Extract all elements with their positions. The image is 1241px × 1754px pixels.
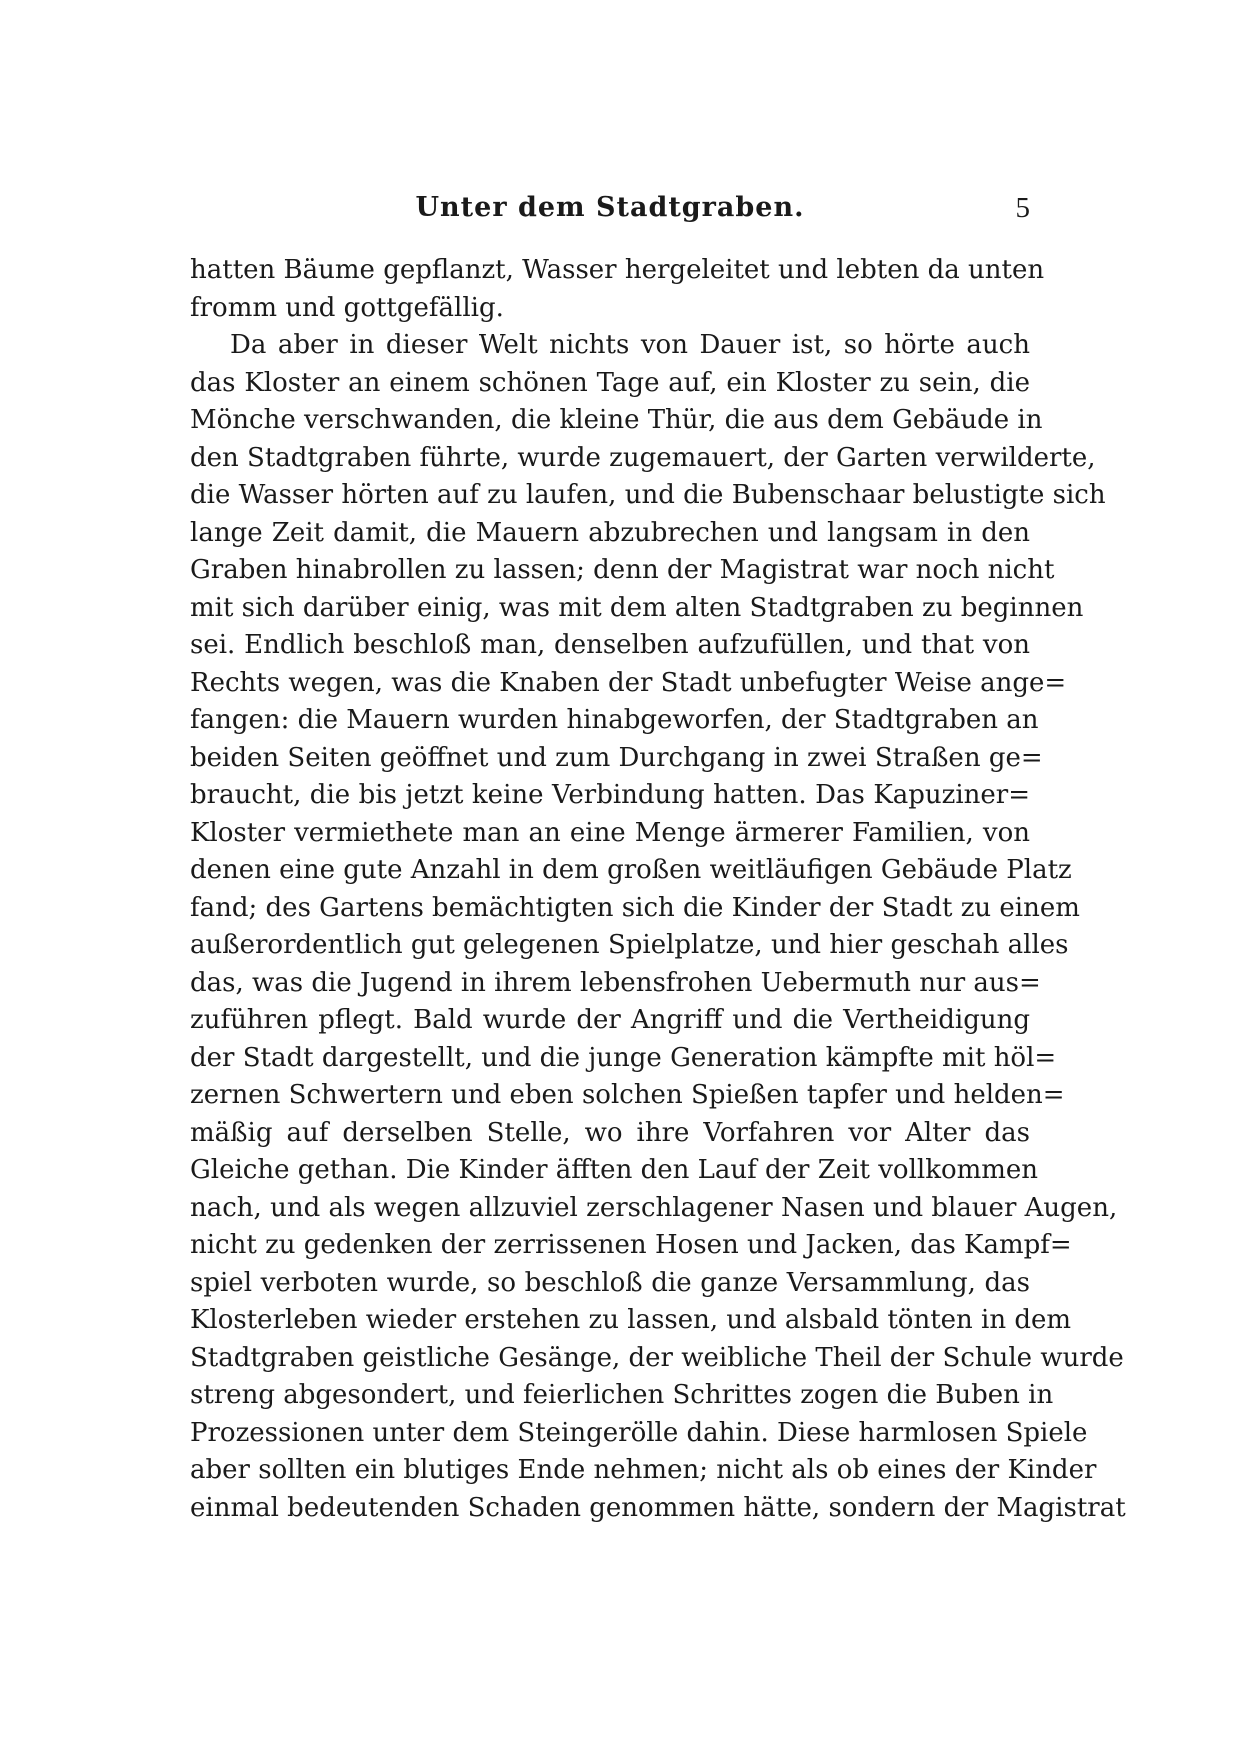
text-line: mit sich darüber einig, was mit dem alten Stadtgraben zu beginnen [190, 592, 1084, 623]
text-line: sei. Endlich beschloß man, denselben aufzufüllen, und that von [190, 630, 1030, 660]
text-line: das Kloster an einem schönen Tage auf, ein Kloster zu sein, die [190, 367, 1030, 398]
text-line: nach, und als wegen allzuviel zerschlagener Nasen und blauer Augen, [190, 1192, 1118, 1223]
text-line: beiden Seiten geöffnet und zum Durchgang in zwei Straßen ge= [190, 742, 1043, 773]
text-line: Mönche verschwanden, die kleine Thür, die aus dem Gebäude in [190, 405, 1043, 435]
text-line: einmal bedeutenden Schaden genommen hätte, sondern der Magistrat [190, 1492, 1126, 1523]
text-line: Rechts wegen, was die Knaben der Stadt unbefugter Weise ange= [190, 667, 1067, 698]
text-line: spiel verboten wurde, so beschloß die ganze Versammlung, das [190, 1267, 1030, 1298]
text-line: der Stadt dargestellt, und die junge Generation kämpfte mit höl= [190, 1042, 1057, 1073]
text-line: Klosterleben wieder erstehen zu lassen, und alsbald tönten in dem [190, 1305, 1072, 1335]
text-line: Graben hinabrollen zu lassen; denn der Magistrat war noch nicht [190, 555, 1055, 585]
text-line: lange Zeit damit, die Mauern abzubrechen und langsam in den [190, 517, 1030, 548]
running-head [190, 192, 1030, 232]
text-line: hatten Bäume gepflanzt, Wasser hergeleitet und lebten da unten [190, 255, 1045, 285]
text-line: die Wasser hörten auf zu laufen, und die Bubenschaar belustigte sich [190, 480, 1106, 510]
text-line: außerordentlich gut gelegenen Spielplatze, und hier geschah alles [190, 930, 1069, 960]
text-line: Da aber in dieser Welt nichts von Dauer ist, so hörte auch [230, 330, 1030, 360]
text-line: Prozessionen unter dem Steingerölle dahin. Diese harmlosen Spiele [190, 1417, 1088, 1448]
text-line: zernen Schwertern und eben solchen Spießen tapfer und helden= [190, 1080, 1065, 1110]
text-line: streng abgesondert, und feierlichen Schrittes zogen die Buben in [190, 1380, 1054, 1410]
text-line: Stadtgraben geistliche Gesänge, der weibliche Theil der Schule wurde [190, 1342, 1124, 1373]
text-line: das, was die Jugend in ihrem lebensfrohen Uebermuth nur aus= [190, 967, 1041, 998]
text-line: den Stadtgraben führte, wurde zugemauert, der Garten verwilderte, [190, 442, 1096, 473]
text-line: mäßig auf derselben Stelle, wo ihre Vorfahren vor Alter das [190, 1117, 1030, 1148]
chapter-title: Unter dem Stadtgraben. [415, 192, 805, 223]
text-line: nicht zu gedenken der zerrissenen Hosen und Jacken, das Kampf= [190, 1230, 1072, 1260]
text-line: aber sollten ein blutiges Ende nehmen; nicht als ob eines der Kinder [190, 1455, 1097, 1485]
text-line: Kloster vermiethete man an eine Menge ärmerer Familien, von [190, 817, 1030, 848]
text-line: fangen: die Mauern wurden hinabgeworfen, der Stadtgraben an [190, 705, 1039, 735]
body-text [190, 252, 1126, 1527]
text-line: Gleiche gethan. Die Kinder äfften den Lauf der Zeit vollkommen [190, 1155, 1039, 1185]
text-line: zuführen pflegt. Bald wurde der Angriff und die Vertheidigung [190, 1005, 1030, 1035]
text-line: fromm und gottgefällig. [190, 292, 504, 323]
text-line: denen eine gute Anzahl in dem großen weitläufigen Gebäude Platz [190, 855, 1072, 885]
text-line: braucht, die bis jetzt keine Verbindung hatten. Das Kapuziner= [190, 780, 1030, 810]
text-line: fand; des Gartens bemächtigten sich die Kinder der Stadt zu einem [190, 892, 1080, 923]
page-number: 5 [1015, 192, 1030, 224]
